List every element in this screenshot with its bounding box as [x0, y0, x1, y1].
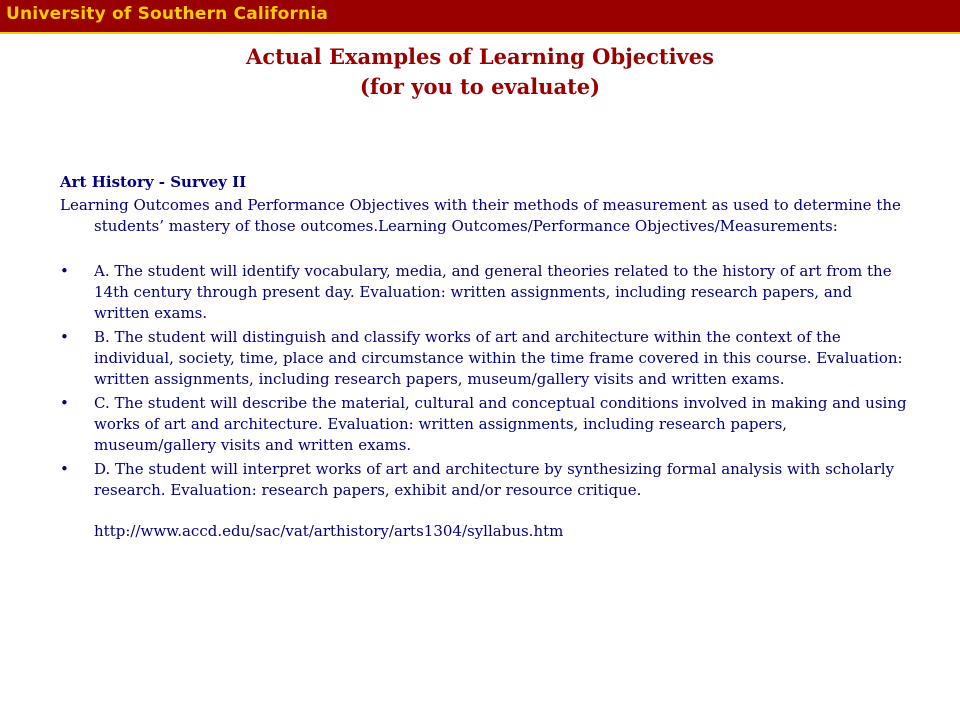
list-item: [60, 261, 910, 324]
slide-title: [0, 42, 960, 102]
objective-text: D. The student will interpret works of art and architecture by synthesizing formal analysis with scholarly research. Evaluation: research papers, exhibit and/or resource critique.: [94, 460, 895, 499]
slide-title-line-2: (for you to evaluate): [359, 74, 601, 99]
bullet-icon: •: [60, 262, 69, 280]
university-banner: [0, 0, 960, 34]
slide-content: [60, 172, 910, 542]
objective-text: B. The student will distinguish and classify works of art and architecture within the context of the individual, society, time, place and circumstance within the time frame covered in this course. Evaluation: written assignments, including research papers, museum/gallery visits and written exams.: [94, 328, 903, 388]
bullet-icon: •: [60, 394, 69, 412]
list-item: [60, 459, 910, 501]
course-subtitle: Art History - Survey II: [60, 173, 247, 191]
list-item: [60, 393, 910, 456]
list-item: [60, 327, 910, 390]
spacer: [60, 237, 910, 261]
university-name: University of Southern California: [6, 4, 329, 24]
bullet-icon: •: [60, 328, 69, 346]
objective-text: A. The student will identify vocabulary, media, and general theories related to the history of art from the 14th century through present day. Evaluation: written assignments, including research papers, and written exams.: [94, 262, 892, 322]
slide-title-line-1: Actual Examples of Learning Objectives: [246, 44, 714, 69]
objective-text: C. The student will describe the material, cultural and conceptual conditions involved in making and using works of art and architecture. Evaluation: written assignments, including research papers, museum/gallery visits and written exams.: [94, 394, 907, 454]
intro-paragraph: Learning Outcomes and Performance Objectives with their methods of measurement as used to determine the students’ mastery of those outcomes.Learning Outcomes/Performance Objectives/Measurements:: [60, 196, 901, 235]
source-url: http://www.accd.edu/sac/vat/arthistory/arts1304/syllabus.htm: [94, 522, 564, 540]
objectives-list: [60, 261, 910, 501]
bullet-icon: •: [60, 460, 69, 478]
